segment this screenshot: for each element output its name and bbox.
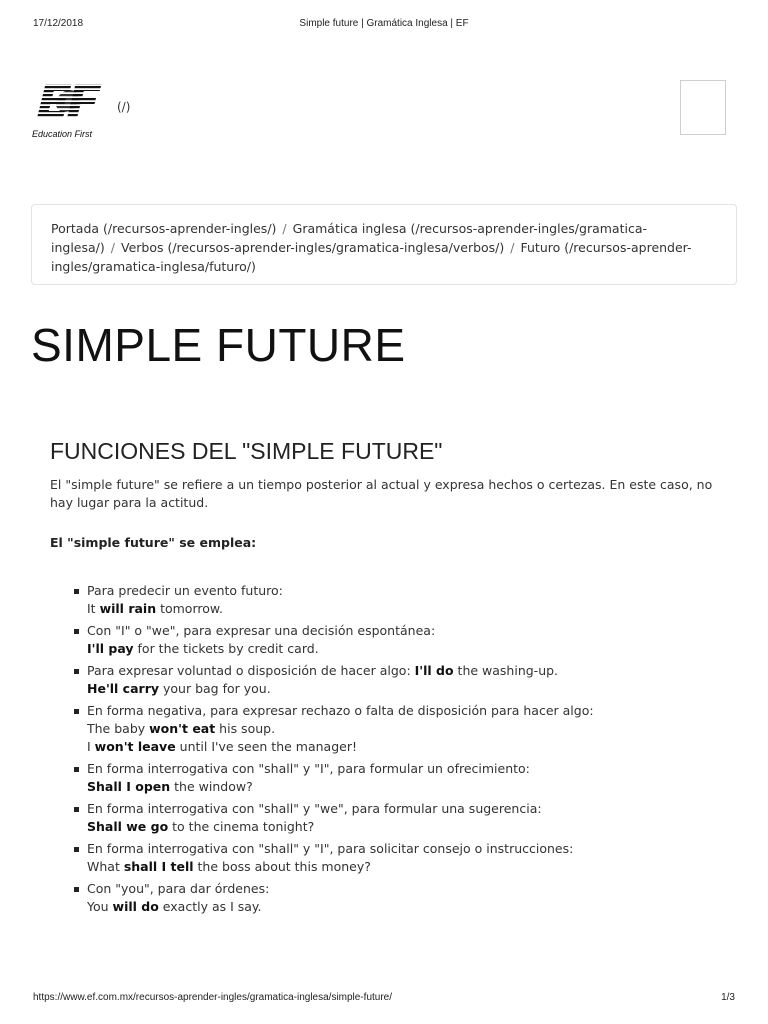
example-verb: I'll pay bbox=[87, 641, 134, 656]
ef-logo-icon bbox=[32, 82, 112, 142]
list-text: I bbox=[87, 739, 95, 754]
list-text: En forma interrogativa con "shall" y "I", para solicitar consejo o instrucciones: bbox=[87, 841, 574, 856]
ef-logo[interactable] bbox=[32, 82, 112, 142]
print-title: Simple future | Gramática Inglesa | EF bbox=[299, 18, 469, 29]
example-verb: Shall we go bbox=[87, 819, 169, 834]
list-text: to the cinema tonight? bbox=[168, 819, 315, 834]
list-text: The baby bbox=[87, 721, 150, 736]
example-verb: won't eat bbox=[149, 721, 216, 736]
list-text: exactly as I say. bbox=[158, 899, 262, 914]
menu-button[interactable] bbox=[680, 80, 726, 135]
breadcrumb-item-portada[interactable]: Portada (/recursos-aprender-ingles/) bbox=[51, 221, 277, 236]
list-text: En forma interrogativa con "shall" y "we", para formular una sugerencia: bbox=[87, 801, 542, 816]
print-page: 1/3 bbox=[721, 992, 735, 1003]
example-verb: shall I tell bbox=[123, 859, 194, 874]
list-text: your bag for you. bbox=[159, 681, 271, 696]
list-text: Para expresar voluntad o disposición de hacer algo: bbox=[87, 663, 415, 678]
list-text: You bbox=[87, 899, 113, 914]
list-item bbox=[50, 622, 700, 658]
breadcrumb-item-gramatica[interactable]: Gramática inglesa (/recursos-aprender-ingles/gramatica-inglesa/) bbox=[51, 221, 647, 255]
list-text: tomorrow. bbox=[156, 601, 223, 616]
list-item bbox=[50, 662, 700, 698]
example-verb: He'll carry bbox=[87, 681, 160, 696]
section-heading: FUNCIONES DEL "SIMPLE FUTURE" bbox=[50, 438, 443, 464]
list-text: the window? bbox=[170, 779, 253, 794]
uses-list bbox=[50, 582, 700, 920]
example-verb: won't leave bbox=[94, 739, 176, 754]
list-text: En forma interrogativa con "shall" y "I", para formular un ofrecimiento: bbox=[87, 761, 530, 776]
list-text: Con "you", para dar órdenes: bbox=[87, 881, 270, 896]
print-url: https://www.ef.com.mx/recursos-aprender-ingles/gramatica-inglesa/simple-future/ bbox=[33, 992, 393, 1003]
list-item bbox=[50, 840, 700, 876]
breadcrumb-separator: / bbox=[110, 240, 115, 255]
example-verb: will rain bbox=[99, 601, 157, 616]
list-text: until I've seen the manager! bbox=[175, 739, 357, 754]
logo-tagline: Education First bbox=[32, 129, 93, 139]
page-title: SIMPLE FUTURE bbox=[31, 319, 406, 371]
list-item bbox=[50, 702, 700, 756]
example-verb: I'll do bbox=[414, 663, 454, 678]
uses-lead: El "simple future" se emplea: bbox=[50, 535, 257, 550]
example-verb: will do bbox=[112, 899, 159, 914]
list-item bbox=[50, 880, 700, 916]
list-text: Con "I" o "we", para expresar una decisión espontánea: bbox=[87, 623, 436, 638]
print-footer bbox=[33, 992, 735, 1003]
list-text: Para predecir un evento futuro: bbox=[87, 583, 283, 598]
breadcrumb-item-futuro[interactable]: Futuro (/recursos-aprender-ingles/gramatica-inglesa/futuro/) bbox=[51, 240, 692, 274]
print-date: 17/12/2018 bbox=[33, 18, 84, 29]
list-item bbox=[50, 582, 700, 618]
breadcrumb-separator: / bbox=[282, 221, 287, 236]
list-text: What bbox=[87, 859, 124, 874]
example-verb: Shall I open bbox=[87, 779, 171, 794]
list-text: for the tickets by credit card. bbox=[133, 641, 319, 656]
list-text: En forma negativa, para expresar rechazo o falta de disposición para hacer algo: bbox=[87, 703, 594, 718]
list-text: his soup. bbox=[215, 721, 276, 736]
print-header bbox=[33, 18, 735, 29]
home-link[interactable]: (/) bbox=[117, 100, 131, 114]
breadcrumb bbox=[31, 204, 737, 285]
list-text: the boss about this money? bbox=[193, 859, 371, 874]
list-item bbox=[50, 760, 700, 796]
list-item bbox=[50, 800, 700, 836]
section-intro: El "simple future" se refiere a un tiempo posterior al actual y expresa hechos o certezas. En este caso, no hay lugar para la actitud. bbox=[50, 477, 713, 510]
list-text: the washing-up. bbox=[453, 663, 559, 678]
breadcrumb-item-verbos[interactable]: Verbos (/recursos-aprender-ingles/gramatica-inglesa/verbos/) bbox=[120, 240, 505, 255]
breadcrumb-separator: / bbox=[510, 240, 515, 255]
list-text: It bbox=[87, 601, 100, 616]
